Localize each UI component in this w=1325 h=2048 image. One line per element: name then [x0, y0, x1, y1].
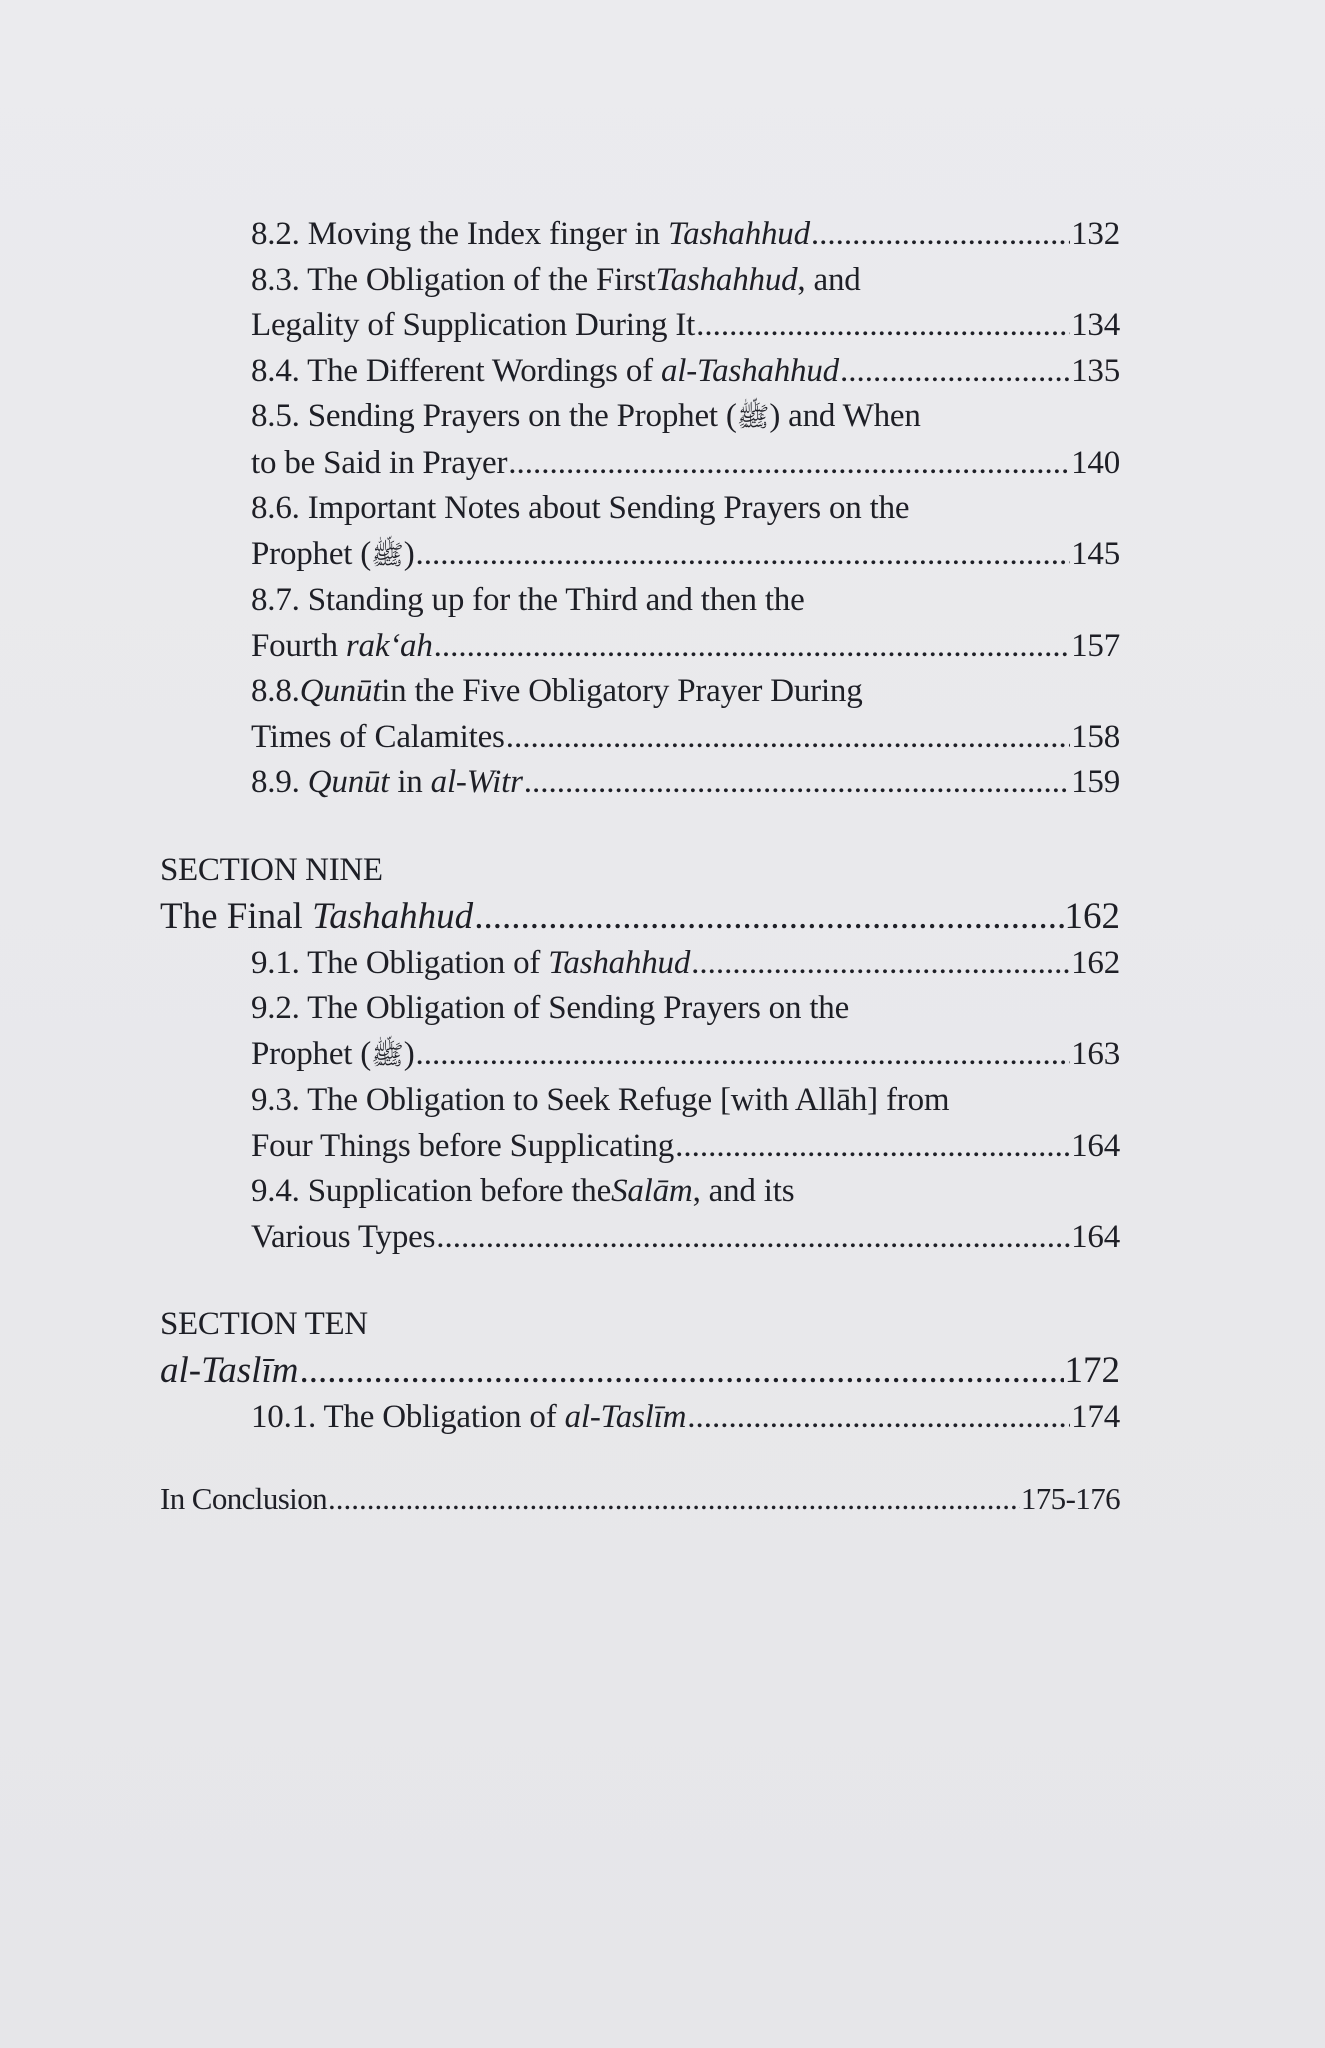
page-number: 134 — [1071, 307, 1120, 343]
dot-leader — [434, 624, 1070, 670]
entry-title-line-2: Fourth rak‘ah — [251, 627, 433, 664]
page-number: 163 — [1071, 1035, 1120, 1072]
entry-title: 9.1. The Obligation of Tashahhud — [251, 944, 691, 981]
toc-entry-8-7[interactable] — [160, 578, 1120, 669]
toc-entry-section-ten[interactable] — [160, 1347, 1120, 1395]
toc-entry-8-3[interactable] — [160, 258, 1120, 349]
salutation-symbol: ﷺ — [371, 1039, 404, 1070]
page-number: 172 — [1064, 1350, 1120, 1391]
toc-entry-9-3[interactable] — [160, 1078, 1120, 1169]
entry-title: In Conclusion — [160, 1480, 327, 1516]
toc-entry-8-6[interactable] — [160, 486, 1120, 578]
dot-leader — [687, 1395, 1070, 1441]
dot-leader — [299, 1347, 1063, 1395]
section-nine-label: SECTION NINE — [160, 851, 383, 888]
page-number: 159 — [1071, 764, 1120, 800]
dot-leader — [524, 760, 1070, 806]
entry-title: al-Taslīm — [160, 1350, 299, 1391]
page-number: 157 — [1071, 627, 1120, 664]
entry-title-line-1: 8.3. The Obligation of the First Tashahhud , and — [251, 261, 861, 298]
toc-entry-10-1[interactable] — [160, 1395, 1120, 1441]
entry-title: 8.2. Moving the Index finger in Tashahhud — [251, 216, 810, 252]
dot-leader — [691, 941, 1070, 987]
entry-title-line-1: 8.7. Standing up for the Third and then the — [251, 582, 805, 618]
entry-title-line-1: 9.4. Supplication before the Salām , and its — [251, 1173, 795, 1209]
entry-title-line-2: Various Types — [251, 1218, 436, 1255]
entry-title: 8.9. Qunūt in al-Witr — [251, 764, 523, 800]
entry-title-line-1: 9.3. The Obligation to Seek Refuge [with Allāh] from — [251, 1082, 950, 1118]
dot-leader — [675, 1124, 1070, 1170]
salutation-symbol: ﷺ — [736, 402, 770, 432]
toc-entry-9-2[interactable] — [160, 986, 1120, 1078]
toc-entry-8-5[interactable] — [160, 394, 1120, 486]
page-number: 164 — [1071, 1218, 1120, 1255]
table-of-contents — [160, 212, 1120, 1521]
page-number: 164 — [1071, 1127, 1120, 1164]
toc-entry-8-2[interactable] — [160, 212, 1120, 258]
entry-title-line-1: 9.2. The Obligation of Sending Prayers on the — [251, 990, 850, 1026]
entry-title-line-2: to be Said in Prayer — [251, 444, 508, 481]
toc-entry-8-9[interactable] — [160, 760, 1120, 806]
toc-entry-8-8[interactable] — [160, 669, 1120, 760]
entry-title-line-2: Four Things before Supplicating — [251, 1127, 675, 1164]
toc-entry-8-4[interactable] — [160, 349, 1120, 395]
entry-title-line-2: Times of Calamites — [251, 718, 505, 755]
dot-leader — [696, 303, 1070, 349]
entry-title: 10.1. The Obligation of al-Taslīm — [251, 1399, 687, 1435]
entry-title-line-1: 8.6. Important Notes about Sending Prayers on the — [251, 490, 910, 526]
entry-title: 8.4. The Different Wordings of al-Tashahhud — [251, 352, 839, 389]
entry-title-line-1: 8.5. Sending Prayers on the Prophet ( ﷺ ) and When — [251, 394, 1120, 441]
page-number: 162 — [1064, 895, 1120, 937]
page-number: 132 — [1071, 216, 1120, 252]
dot-leader — [474, 893, 1063, 941]
dot-leader — [436, 1215, 1070, 1261]
entry-title-line-2: Legality of Supplication During It — [251, 307, 696, 343]
dot-leader — [840, 349, 1070, 395]
toc-entry-section-nine[interactable] — [160, 893, 1120, 941]
toc-entry-9-1[interactable] — [160, 941, 1120, 987]
entry-title-line-1: 8.8. Qunūt in the Five Obligatory Prayer During — [251, 673, 863, 709]
page-number: 145 — [1071, 535, 1120, 572]
page-number: 135 — [1071, 352, 1120, 389]
entry-title-line-2: Prophet (ﷺ) — [251, 1035, 415, 1072]
page-number: 162 — [1071, 944, 1120, 981]
dot-leader — [328, 1477, 1020, 1521]
page-number: 175-176 — [1020, 1480, 1120, 1516]
page-number: 158 — [1071, 718, 1120, 755]
page-number: 174 — [1071, 1399, 1120, 1435]
salutation-symbol: ﷺ — [371, 539, 404, 570]
entry-title-line-2: Prophet (ﷺ) — [251, 535, 415, 572]
page-number: 140 — [1071, 444, 1120, 481]
dot-leader — [416, 1032, 1071, 1078]
toc-entry-conclusion[interactable] — [160, 1477, 1120, 1521]
dot-leader — [416, 532, 1071, 578]
dot-leader — [506, 715, 1070, 761]
section-ten-label: SECTION TEN — [160, 1306, 368, 1342]
dot-leader — [811, 212, 1070, 258]
entry-title: The Final Tashahhud — [160, 895, 474, 937]
toc-entry-9-4[interactable] — [160, 1169, 1120, 1260]
dot-leader — [508, 441, 1070, 487]
